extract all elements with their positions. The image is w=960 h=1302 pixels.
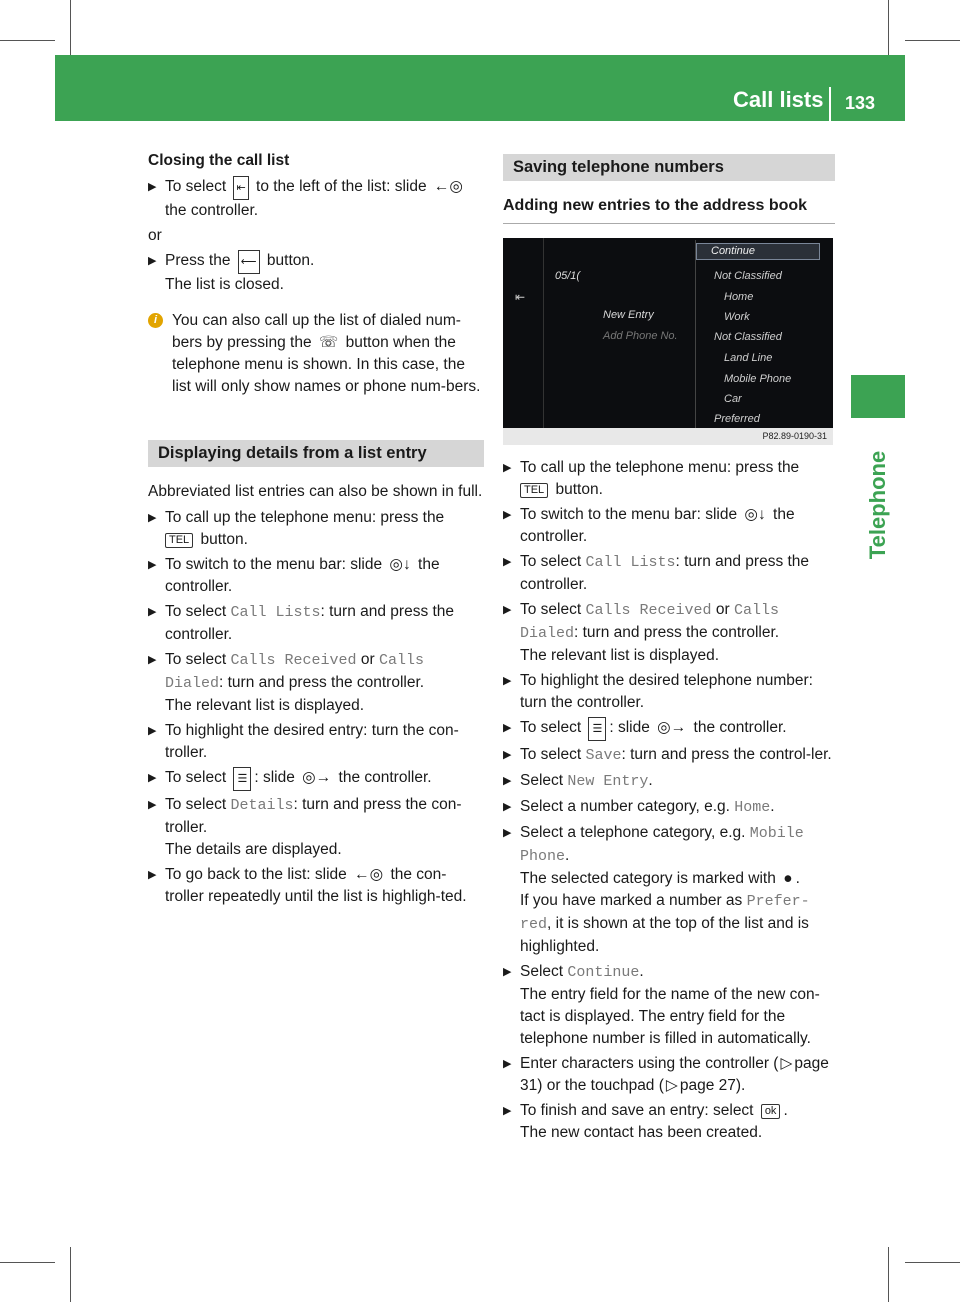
screen-panel-divider — [543, 238, 544, 428]
step-item: ▶ Enter characters using the controller ( ▷ page 31) or the touchpad ( ▷ page 27). — [503, 1053, 835, 1097]
step-arrow-icon: ▶ — [503, 675, 512, 687]
step-item: ▶ To select Calls Received or Calls Dialed: turn and press the controller. The relevant list is displayed. — [503, 601, 780, 664]
section-heading: Displaying details from a list entry — [148, 440, 484, 467]
step-item: ▶ To switch to the menu bar: slide ◎↓ the controller. — [503, 506, 795, 545]
menu-calls-received: Calls Received — [585, 602, 712, 619]
menu-calls-dialed: Dialed — [165, 675, 220, 692]
controller-slide-left-icon: ←◎ — [433, 178, 463, 195]
crop-mark — [888, 0, 889, 55]
step-arrow-icon: ▶ — [148, 869, 157, 881]
step-result: The relevant list is displayed. — [520, 647, 720, 664]
screen-list-item: Preferred — [714, 413, 760, 425]
step-item: ▶ To select Call Lists: turn and press the controller. — [503, 553, 810, 593]
step-arrow-icon: ▶ — [503, 556, 512, 568]
screen-caption: P82.89-0190-31 — [503, 428, 833, 445]
screen-date: 05/1( — [555, 270, 581, 282]
screen-list-item: Not Classified — [714, 270, 782, 282]
step-arrow-icon: ▶ — [503, 722, 512, 734]
page-title: Call lists — [733, 87, 824, 112]
step-item: ▶ To switch to the menu bar: slide ◎↓ the controller. — [148, 556, 440, 595]
ok-icon: ok — [761, 1104, 781, 1119]
menu-calls-dialed: Calls — [378, 652, 424, 669]
step-item: ▶ Select a telephone category, e.g. Mobile Phone. The selected category is marked with ● . If you have marked a number as Prefer- red, it is shown at the top of the list and is highlighted. — [503, 824, 810, 955]
step-item: ▶ To call up the telephone menu: press the TEL button. — [148, 509, 445, 548]
step-item: ▶ Select a number category, e.g. Home. — [503, 798, 775, 816]
back-arrow-box-icon: ⇤ — [233, 176, 248, 200]
page-ref-icon: ▷ — [665, 1077, 678, 1094]
left-column — [148, 150, 484, 911]
step-arrow-icon: ▶ — [503, 604, 512, 616]
menu-calls-dialed: Dialed — [520, 625, 575, 642]
controller-slide-down-icon: ◎↓ — [389, 556, 411, 573]
step-arrow-icon: ▶ — [148, 559, 157, 571]
step-item: ▶ Select Continue. The entry field for the name of the new con-tact is displayed. The entry field for the telephone number is filled in automatically. — [503, 963, 820, 1047]
controller-slide-down-icon: ◎↓ — [744, 506, 766, 523]
step-arrow-icon: ▶ — [503, 827, 512, 839]
step-item: ▶ To highlight the desired telephone number: turn the controller. — [503, 672, 813, 711]
step-arrow-icon: ▶ — [503, 775, 512, 787]
step-item: ▶ Select New Entry. — [503, 772, 653, 790]
selected-dot-icon: ● — [783, 870, 793, 887]
crop-mark — [905, 40, 960, 41]
controller-slide-right-icon: ◎→ — [657, 719, 687, 736]
subheading: Adding new entries to the address book — [503, 195, 835, 224]
step-result: The details are displayed. — [165, 841, 342, 858]
step-arrow-icon: ▶ — [503, 509, 512, 521]
controller-slide-right-icon: ◎→ — [302, 769, 332, 786]
step-item: ▶ To call up the telephone menu: press the TEL button. — [503, 459, 800, 498]
screen-list-item: Mobile Phone — [724, 373, 792, 385]
menu-mobile-phone: Phone — [520, 848, 566, 865]
screen-list-item: Land Line — [724, 352, 773, 364]
screen-list-item: Car — [724, 393, 742, 405]
side-tab-label: Telephone — [865, 450, 890, 560]
step-arrow-icon: ▶ — [503, 801, 512, 813]
phone-handset-icon: ☏ — [318, 334, 339, 351]
screen-list-item: Not Classified — [714, 331, 782, 343]
step-result: The new contact has been created. — [520, 1124, 763, 1141]
screen-list-item: Work — [724, 311, 750, 323]
controller-slide-left-icon: ←◎ — [354, 866, 384, 883]
step-item: ▶ To go back to the list: slide ←◎ the con-troller repeatedly until the list is highligh-ted. — [148, 866, 467, 905]
step-item: ▶ To select Details: turn and press the con-troller. The details are displayed. — [148, 796, 462, 858]
step-result: The relevant list is displayed. — [165, 697, 365, 714]
step-item: ▶ To select ☰ : slide ◎→ the controller. — [503, 717, 835, 741]
menu-call-lists: Call Lists — [585, 554, 676, 571]
step-arrow-icon: ▶ — [148, 606, 157, 618]
step-item: ▶ To select ☰ : slide ◎→ the controller. — [148, 767, 484, 791]
info-note: i You can also call up the list of dialed num-bers by pressing the ☏ button when the telephone menu is shown. In this case, the list will only show names or phone num-bers. — [148, 310, 484, 398]
info-icon: i — [148, 313, 163, 328]
step-item: ▶ To finish and save an entry: select ok . The new contact has been created. — [503, 1102, 788, 1141]
step-item: ▶ To select Save: turn and press the control-ler. — [503, 746, 832, 764]
menu-continue: Continue — [567, 964, 640, 981]
step-arrow-icon: ▶ — [148, 512, 157, 524]
crop-mark — [905, 1262, 960, 1263]
tel-button-icon: TEL — [520, 483, 548, 498]
page-number: 133 — [845, 93, 876, 113]
intro-text: Abbreviated list entries can also be shown in full. — [148, 483, 483, 500]
menu-preferred: Prefer- — [746, 893, 810, 910]
section-heading: Saving telephone numbers — [503, 154, 835, 181]
crop-mark — [0, 1262, 55, 1263]
menu-home: Home — [734, 799, 771, 816]
step-arrow-icon: ▶ — [148, 725, 157, 737]
crop-mark — [888, 1247, 889, 1302]
screen-menu-add-phone: Add Phone No. — [603, 330, 678, 342]
step-arrow-icon: ▶ — [503, 749, 512, 761]
step-arrow-icon: ▶ — [148, 772, 157, 784]
right-column — [503, 150, 835, 1147]
closing-heading: Closing the call list — [148, 152, 290, 169]
menu-save: Save — [585, 747, 622, 764]
menu-calls-received: Calls Received — [230, 652, 357, 669]
step-arrow-icon: ▶ — [148, 181, 157, 193]
crop-mark — [0, 40, 55, 41]
screen-list-item: Continue — [696, 243, 820, 260]
step-arrow-icon: ▶ — [148, 654, 157, 666]
step-arrow-icon: ▶ — [503, 966, 512, 978]
menu-mobile-phone: Mobile — [749, 825, 804, 842]
screen-image — [503, 238, 833, 445]
screen-back-icon: ⇤ — [515, 290, 526, 304]
back-button-icon: ⟵ — [238, 250, 260, 274]
menu-call-lists: Call Lists — [230, 604, 321, 621]
side-tab-marker — [851, 375, 905, 418]
header-divider — [829, 87, 831, 121]
screen-category-list — [695, 240, 826, 428]
menu-calls-dialed: Calls — [733, 602, 779, 619]
crop-mark — [70, 0, 71, 55]
menu-new-entry: New Entry — [567, 773, 649, 790]
page-ref-icon: ▷ — [780, 1055, 793, 1072]
step-result: The entry field for the name of the new con-tact is displayed. The entry field for the telephone number is filled in automatically. — [520, 986, 820, 1047]
step-item: ▶ To select Calls Received or Calls Dialed: turn and press the controller. The relevant list is displayed. — [148, 651, 425, 714]
menu-preferred: red — [520, 916, 548, 933]
step-item: ▶ Press the ⟵ button. The list is closed. — [148, 252, 315, 293]
screen-call-list-panel — [503, 238, 693, 428]
step-result: The list is closed. — [165, 276, 284, 293]
list-detail-icon: ☰ — [588, 717, 606, 741]
menu-details: Details — [230, 797, 294, 814]
screen-menu-new-entry: New Entry — [603, 309, 654, 321]
screen-list-item: Home — [724, 291, 754, 303]
tel-button-icon: TEL — [165, 533, 193, 548]
or-text: or — [148, 227, 162, 244]
step-arrow-icon: ▶ — [503, 1105, 512, 1117]
step-arrow-icon: ▶ — [148, 255, 157, 267]
step-arrow-icon: ▶ — [503, 462, 512, 474]
list-detail-icon: ☰ — [233, 767, 251, 791]
step-item: ▶ To highlight the desired entry: turn the con-troller. — [148, 722, 459, 761]
crop-mark — [70, 1247, 71, 1302]
step-arrow-icon: ▶ — [148, 799, 157, 811]
step-item: ▶ To select ⇤ to the left of the list: slide ←◎ the controller. — [148, 178, 463, 219]
step-arrow-icon: ▶ — [503, 1058, 512, 1070]
step-item: ▶ To select Call Lists: turn and press the controller. — [148, 603, 455, 643]
